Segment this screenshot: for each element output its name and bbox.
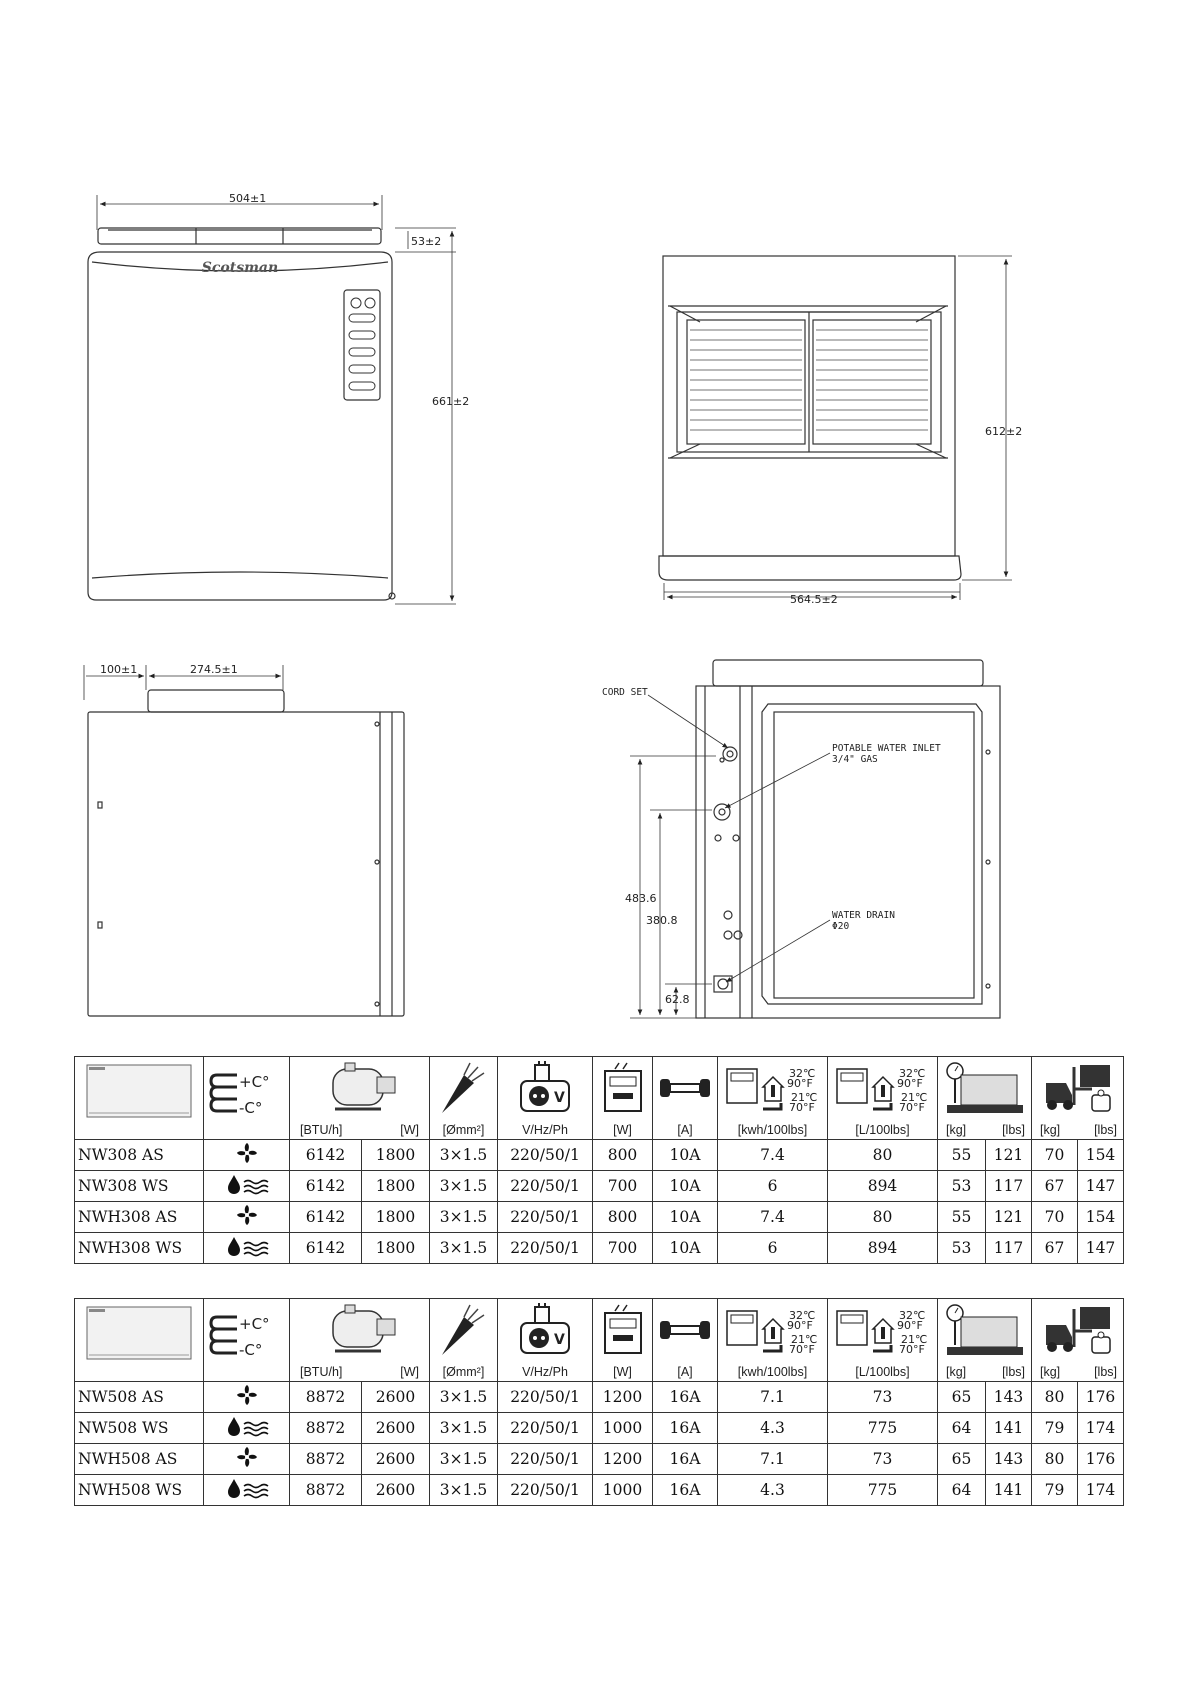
svg-text:21℃: 21℃ bbox=[900, 1091, 927, 1104]
amp-cell: 10A bbox=[653, 1140, 718, 1171]
table-row bbox=[75, 1382, 1124, 1413]
vhz-cell: 220/50/1 bbox=[498, 1202, 593, 1233]
scale-weight-icon bbox=[943, 1303, 1027, 1359]
cable-unit: [Ømm²] bbox=[442, 1365, 485, 1379]
btu-cell: 6142 bbox=[290, 1233, 362, 1264]
model-cell: NWH308 WS bbox=[75, 1233, 204, 1264]
lbs1-cell: 117 bbox=[986, 1233, 1032, 1264]
model-cell: NW508 WS bbox=[75, 1413, 204, 1444]
w-cell: 1800 bbox=[362, 1233, 430, 1264]
voltage-unit: V/Hz/Ph bbox=[522, 1365, 568, 1379]
fuse-cell bbox=[653, 1057, 718, 1140]
w-cell: 2600 bbox=[362, 1475, 430, 1506]
vhz-cell: 220/50/1 bbox=[498, 1475, 593, 1506]
gross-weight-cell bbox=[1032, 1057, 1124, 1140]
water-cooled-icon bbox=[225, 1415, 269, 1437]
water-cell: 894 bbox=[828, 1233, 938, 1264]
cable-cell bbox=[430, 1057, 498, 1140]
water-unit: [L/100lbs] bbox=[855, 1123, 910, 1137]
air-fan-icon bbox=[236, 1142, 258, 1164]
amp-cell: 16A bbox=[653, 1382, 718, 1413]
compressor-icon bbox=[315, 1303, 405, 1355]
power-cell bbox=[593, 1057, 653, 1140]
cooling-type-cell bbox=[204, 1202, 290, 1233]
lbs2-cell: 174 bbox=[1078, 1413, 1124, 1444]
lbs2-cell: 176 bbox=[1078, 1382, 1124, 1413]
model-cell: NW308 WS bbox=[75, 1171, 204, 1202]
kg2-cell: 67 bbox=[1032, 1171, 1078, 1202]
cable-cell: 3×1.5 bbox=[430, 1233, 498, 1264]
power-socket-icon bbox=[517, 1061, 573, 1117]
refrigerant-coil-icon bbox=[207, 1061, 287, 1127]
kwh-cell: 4.3 bbox=[718, 1475, 828, 1506]
kg2-cell: 67 bbox=[1032, 1233, 1078, 1264]
vhz-cell: 220/50/1 bbox=[498, 1171, 593, 1202]
kg2-cell: 80 bbox=[1032, 1444, 1078, 1475]
machine-icon-cell bbox=[75, 1057, 204, 1140]
lbs1-cell: 121 bbox=[986, 1140, 1032, 1171]
water-cell: 73 bbox=[828, 1382, 938, 1413]
watt-unit: [W] bbox=[400, 1123, 419, 1137]
kwh-cell: 7.4 bbox=[718, 1202, 828, 1233]
water-temp-icon bbox=[833, 1061, 933, 1117]
svg-text:70°F: 70°F bbox=[898, 1343, 925, 1356]
temp-hot-f-label: 90°F bbox=[786, 1319, 813, 1332]
w2-cell: 800 bbox=[593, 1140, 653, 1171]
temp-cold-f-label: 70°F bbox=[788, 1343, 815, 1356]
cable-cell: 3×1.5 bbox=[430, 1413, 498, 1444]
gross-kg-unit: [kg] bbox=[1040, 1365, 1061, 1379]
amp-unit: [A] bbox=[677, 1365, 693, 1379]
water-drain-size-label: Φ20 bbox=[832, 921, 850, 932]
rear-height-label: 612±2 bbox=[985, 425, 1023, 438]
water-cell bbox=[828, 1299, 938, 1382]
front-height-label: 661±2 bbox=[432, 395, 470, 408]
refrigerant-coil-icon bbox=[207, 1303, 287, 1369]
cooling-type-cell bbox=[204, 1233, 290, 1264]
water-cell: 73 bbox=[828, 1444, 938, 1475]
power-socket-icon bbox=[517, 1303, 573, 1359]
power-meter-icon bbox=[601, 1303, 645, 1357]
cable-cell: 3×1.5 bbox=[430, 1171, 498, 1202]
kg2-cell: 70 bbox=[1032, 1202, 1078, 1233]
w2-cell: 700 bbox=[593, 1171, 653, 1202]
amp-cell: 16A bbox=[653, 1413, 718, 1444]
water-cooled-icon bbox=[225, 1235, 269, 1257]
temp-cold-c-label: 21℃ bbox=[790, 1333, 817, 1346]
energy-unit: [kwh/100lbs] bbox=[737, 1365, 808, 1379]
water-temp-icon bbox=[833, 1303, 933, 1359]
gross-kg-unit: [kg] bbox=[1040, 1123, 1061, 1137]
gross-lbs-unit: [lbs] bbox=[1094, 1365, 1117, 1379]
kg2-cell: 70 bbox=[1032, 1140, 1078, 1171]
btu-unit: [BTU/h] bbox=[300, 1365, 343, 1379]
w2-cell: 1000 bbox=[593, 1475, 653, 1506]
temp-cold-c-label: 21℃ bbox=[790, 1091, 817, 1104]
socket-voltage-label: V bbox=[554, 1332, 565, 1348]
svg-text:32℃: 32℃ bbox=[898, 1067, 925, 1080]
compressor-icon bbox=[315, 1061, 405, 1113]
water-inlet-label: POTABLE WATER INLET bbox=[832, 743, 941, 754]
voltage-cell bbox=[498, 1057, 593, 1140]
dim-483-label: 483.6 bbox=[625, 892, 657, 905]
btu-unit: [BTU/h] bbox=[300, 1123, 343, 1137]
vhz-cell: 220/50/1 bbox=[498, 1382, 593, 1413]
w-cell: 1800 bbox=[362, 1140, 430, 1171]
air-fan-icon bbox=[236, 1446, 258, 1468]
cooling-type-cell bbox=[204, 1444, 290, 1475]
water-cell: 775 bbox=[828, 1475, 938, 1506]
temp-hot-f-label: 90°F bbox=[786, 1077, 813, 1090]
cooling-type-cell bbox=[204, 1171, 290, 1202]
water-cell: 80 bbox=[828, 1202, 938, 1233]
net-weight-cell bbox=[938, 1299, 1032, 1382]
voltage-unit: V/Hz/Ph bbox=[522, 1123, 568, 1137]
amp-cell: 10A bbox=[653, 1171, 718, 1202]
cooling-type-cell bbox=[204, 1413, 290, 1444]
refrigerant-cold-label: -C° bbox=[238, 1341, 262, 1359]
svg-text:32℃: 32℃ bbox=[898, 1309, 925, 1322]
dim-380-label: 380.8 bbox=[646, 914, 678, 927]
kg1-cell: 64 bbox=[938, 1475, 986, 1506]
fuse-cell bbox=[653, 1299, 718, 1382]
kwh-cell: 7.4 bbox=[718, 1140, 828, 1171]
table-row bbox=[75, 1413, 1124, 1444]
w2-cell: 1200 bbox=[593, 1444, 653, 1475]
table-row bbox=[75, 1171, 1124, 1202]
amp-cell: 10A bbox=[653, 1233, 718, 1264]
table-row bbox=[75, 1140, 1124, 1171]
net-kg-unit: [kg] bbox=[946, 1365, 967, 1379]
kg1-cell: 64 bbox=[938, 1413, 986, 1444]
kg1-cell: 55 bbox=[938, 1202, 986, 1233]
compressor-cell bbox=[290, 1299, 430, 1382]
btu-cell: 8872 bbox=[290, 1444, 362, 1475]
lbs1-cell: 141 bbox=[986, 1475, 1032, 1506]
amp-unit: [A] bbox=[677, 1123, 693, 1137]
forklift-weight-icon bbox=[1036, 1061, 1120, 1117]
btu-cell: 8872 bbox=[290, 1413, 362, 1444]
power-unit: [W] bbox=[613, 1365, 632, 1379]
dim-62-label: 62.8 bbox=[665, 993, 690, 1006]
lbs1-cell: 143 bbox=[986, 1444, 1032, 1475]
vhz-cell: 220/50/1 bbox=[498, 1233, 593, 1264]
lbs2-cell: 154 bbox=[1078, 1202, 1124, 1233]
side-view bbox=[84, 665, 404, 1016]
machine-icon-cell bbox=[75, 1299, 204, 1382]
water-cooled-icon bbox=[225, 1173, 269, 1195]
ice-machine-icon bbox=[83, 1061, 195, 1123]
socket-voltage-label: V bbox=[554, 1090, 565, 1106]
temp-cold-f-label: 70°F bbox=[788, 1101, 815, 1114]
w-cell: 1800 bbox=[362, 1171, 430, 1202]
watt-unit: [W] bbox=[400, 1365, 419, 1379]
scale-weight-icon bbox=[943, 1061, 1027, 1117]
model-cell: NW308 AS bbox=[75, 1140, 204, 1171]
spec-table-308 bbox=[74, 1056, 1124, 1264]
gross-weight-cell bbox=[1032, 1299, 1124, 1382]
model-cell: NWH508 AS bbox=[75, 1444, 204, 1475]
power-cable-icon bbox=[434, 1061, 494, 1117]
lbs2-cell: 176 bbox=[1078, 1444, 1124, 1475]
refrigerant-cell bbox=[204, 1299, 290, 1382]
lbs2-cell: 154 bbox=[1078, 1140, 1124, 1171]
cable-cell: 3×1.5 bbox=[430, 1382, 498, 1413]
water-inlet-size-label: 3/4" GAS bbox=[832, 754, 878, 765]
kg2-cell: 80 bbox=[1032, 1382, 1078, 1413]
temp-hot-c-label: 32℃ bbox=[788, 1067, 815, 1080]
icon-header-row bbox=[75, 1057, 1124, 1140]
power-meter-icon bbox=[601, 1061, 645, 1115]
w-cell: 2600 bbox=[362, 1413, 430, 1444]
side-offset-label: 100±1 bbox=[100, 663, 138, 676]
cooling-type-cell bbox=[204, 1140, 290, 1171]
table-row bbox=[75, 1202, 1124, 1233]
energy-unit: [kwh/100lbs] bbox=[737, 1123, 808, 1137]
side-top-width-label: 274.5±1 bbox=[190, 663, 238, 676]
rear-base bbox=[659, 256, 1012, 600]
w2-cell: 1200 bbox=[593, 1382, 653, 1413]
lbs2-cell: 147 bbox=[1078, 1233, 1124, 1264]
lbs2-cell: 174 bbox=[1078, 1475, 1124, 1506]
table-row bbox=[75, 1233, 1124, 1264]
w-cell: 1800 bbox=[362, 1202, 430, 1233]
refrigerant-hot-label: +C° bbox=[238, 1315, 270, 1333]
voltage-cell bbox=[498, 1299, 593, 1382]
vhz-cell: 220/50/1 bbox=[498, 1413, 593, 1444]
lbs1-cell: 141 bbox=[986, 1413, 1032, 1444]
rear-width-label: 564.5±2 bbox=[790, 593, 838, 606]
compressor-cell bbox=[290, 1057, 430, 1140]
model-cell: NW508 AS bbox=[75, 1382, 204, 1413]
kg1-cell: 65 bbox=[938, 1444, 986, 1475]
icon-header-row bbox=[75, 1299, 1124, 1382]
w-cell: 2600 bbox=[362, 1444, 430, 1475]
lbs1-cell: 117 bbox=[986, 1171, 1032, 1202]
lbs1-cell: 143 bbox=[986, 1382, 1032, 1413]
btu-cell: 8872 bbox=[290, 1475, 362, 1506]
kg1-cell: 53 bbox=[938, 1171, 986, 1202]
btu-cell: 6142 bbox=[290, 1202, 362, 1233]
amp-cell: 16A bbox=[653, 1444, 718, 1475]
cord-set-label: CORD SET bbox=[602, 687, 648, 698]
front-view bbox=[88, 195, 456, 604]
vhz-cell: 220/50/1 bbox=[498, 1140, 593, 1171]
kg1-cell: 55 bbox=[938, 1140, 986, 1171]
kwh-cell: 7.1 bbox=[718, 1382, 828, 1413]
amp-cell: 10A bbox=[653, 1202, 718, 1233]
water-unit: [L/100lbs] bbox=[855, 1365, 910, 1379]
kg2-cell: 79 bbox=[1032, 1475, 1078, 1506]
w2-cell: 800 bbox=[593, 1202, 653, 1233]
air-fan-icon bbox=[236, 1204, 258, 1226]
gross-lbs-unit: [lbs] bbox=[1094, 1123, 1117, 1137]
water-cell bbox=[828, 1057, 938, 1140]
temp-hot-c-label: 32℃ bbox=[788, 1309, 815, 1322]
power-cell bbox=[593, 1299, 653, 1382]
ice-machine-icon bbox=[83, 1303, 195, 1365]
cable-cell: 3×1.5 bbox=[430, 1140, 498, 1171]
vhz-cell: 220/50/1 bbox=[498, 1444, 593, 1475]
cable-cell bbox=[430, 1299, 498, 1382]
water-cell: 894 bbox=[828, 1171, 938, 1202]
energy-temp-icon bbox=[723, 1303, 823, 1359]
kwh-cell: 6 bbox=[718, 1171, 828, 1202]
water-cell: 80 bbox=[828, 1140, 938, 1171]
brand-logo: Scotsman bbox=[201, 260, 279, 276]
kg1-cell: 53 bbox=[938, 1233, 986, 1264]
cable-unit: [Ømm²] bbox=[442, 1123, 485, 1137]
refrigerant-hot-label: +C° bbox=[238, 1073, 270, 1091]
w2-cell: 1000 bbox=[593, 1413, 653, 1444]
water-cell: 775 bbox=[828, 1413, 938, 1444]
cooling-type-cell bbox=[204, 1475, 290, 1506]
svg-text:70°F: 70°F bbox=[898, 1101, 925, 1114]
front-top-label: 53±2 bbox=[411, 235, 442, 248]
fuse-icon bbox=[658, 1303, 712, 1357]
rear-view bbox=[663, 256, 955, 556]
net-weight-cell bbox=[938, 1057, 1032, 1140]
kwh-cell: 7.1 bbox=[718, 1444, 828, 1475]
cable-cell: 3×1.5 bbox=[430, 1444, 498, 1475]
net-kg-unit: [kg] bbox=[946, 1123, 967, 1137]
water-cooled-icon bbox=[225, 1477, 269, 1499]
forklift-weight-icon bbox=[1036, 1303, 1120, 1359]
w2-cell: 700 bbox=[593, 1233, 653, 1264]
model-cell: NWH308 AS bbox=[75, 1202, 204, 1233]
refrigerant-cell bbox=[204, 1057, 290, 1140]
btu-cell: 6142 bbox=[290, 1140, 362, 1171]
fuse-icon bbox=[658, 1061, 712, 1115]
cable-cell: 3×1.5 bbox=[430, 1475, 498, 1506]
back-view bbox=[630, 660, 1000, 1018]
front-width-label: 504±1 bbox=[229, 192, 267, 205]
table-row bbox=[75, 1444, 1124, 1475]
cable-cell: 3×1.5 bbox=[430, 1202, 498, 1233]
kg2-cell: 79 bbox=[1032, 1413, 1078, 1444]
model-cell: NWH508 WS bbox=[75, 1475, 204, 1506]
svg-text:90°F: 90°F bbox=[896, 1077, 923, 1090]
energy-cell bbox=[718, 1057, 828, 1140]
cooling-type-cell bbox=[204, 1382, 290, 1413]
btu-cell: 8872 bbox=[290, 1382, 362, 1413]
w-cell: 2600 bbox=[362, 1382, 430, 1413]
lbs1-cell: 121 bbox=[986, 1202, 1032, 1233]
power-unit: [W] bbox=[613, 1123, 632, 1137]
table-row bbox=[75, 1475, 1124, 1506]
air-fan-icon bbox=[236, 1384, 258, 1406]
net-lbs-unit: [lbs] bbox=[1002, 1365, 1025, 1379]
water-drain-label: WATER DRAIN bbox=[832, 910, 895, 921]
svg-text:90°F: 90°F bbox=[896, 1319, 923, 1332]
lbs2-cell: 147 bbox=[1078, 1171, 1124, 1202]
kwh-cell: 4.3 bbox=[718, 1413, 828, 1444]
spec-table-508 bbox=[74, 1298, 1124, 1506]
kwh-cell: 6 bbox=[718, 1233, 828, 1264]
refrigerant-cold-label: -C° bbox=[238, 1099, 262, 1117]
svg-text:21℃: 21℃ bbox=[900, 1333, 927, 1346]
energy-cell bbox=[718, 1299, 828, 1382]
kg1-cell: 65 bbox=[938, 1382, 986, 1413]
energy-temp-icon bbox=[723, 1061, 823, 1117]
net-lbs-unit: [lbs] bbox=[1002, 1123, 1025, 1137]
power-cable-icon bbox=[434, 1303, 494, 1359]
amp-cell: 16A bbox=[653, 1475, 718, 1506]
btu-cell: 6142 bbox=[290, 1171, 362, 1202]
